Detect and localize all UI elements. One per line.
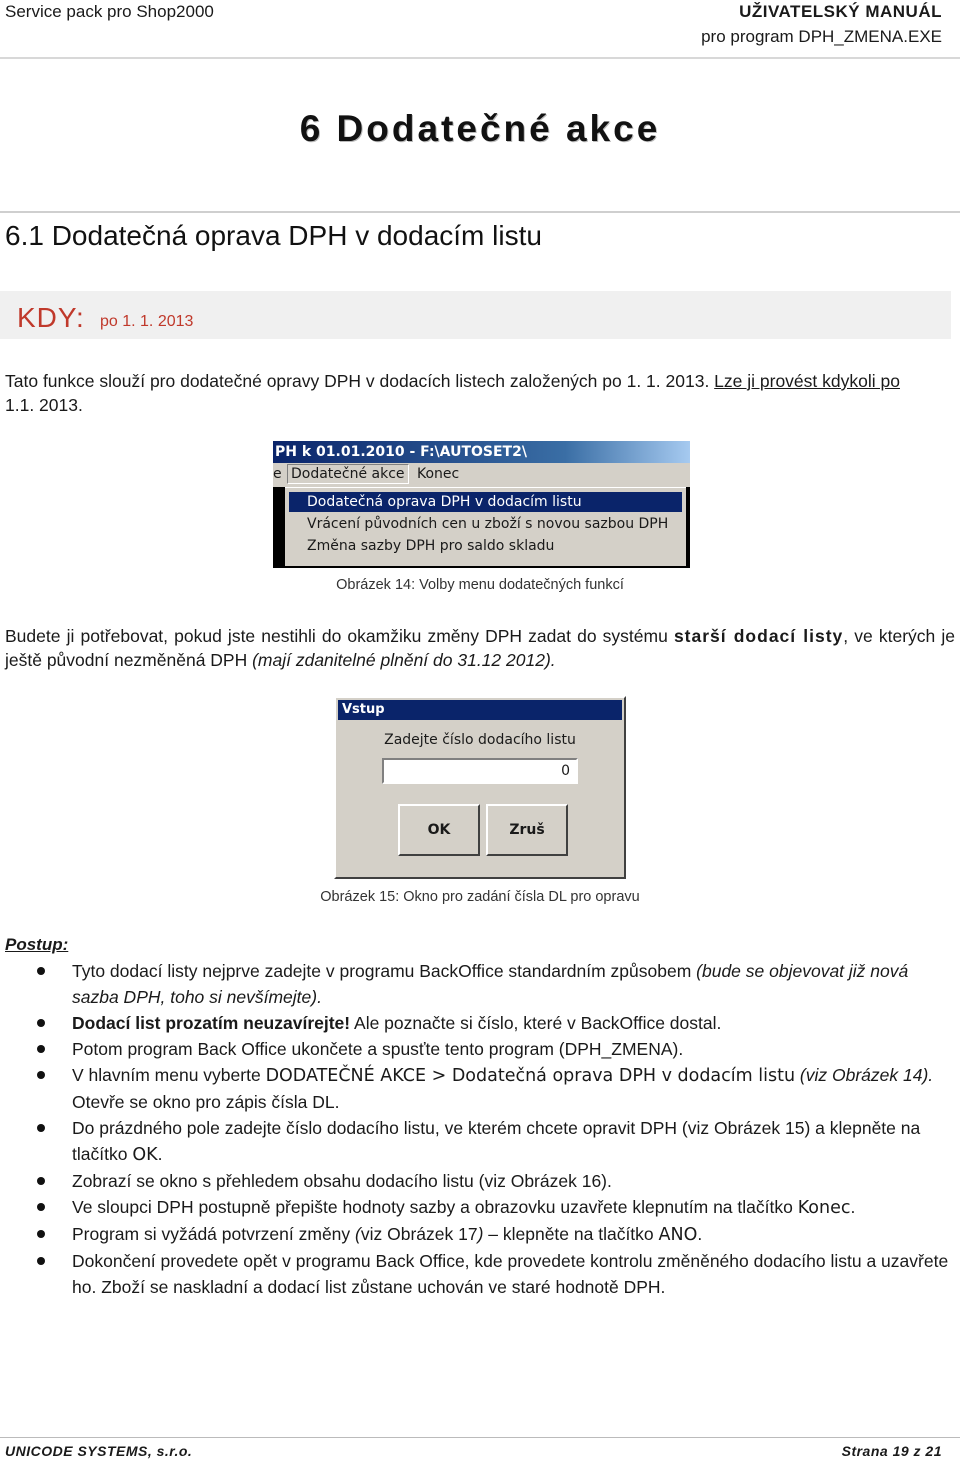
header-left: Service pack pro Shop2000 <box>5 2 214 21</box>
step6-text: Zobrazí se okno s přehledem obsahu dodacího listu (viz Obrázek 16). <box>72 1171 612 1191</box>
step8-ref: viz Obrázek 17 <box>360 1224 478 1244</box>
menu-item-oprava-dph[interactable]: Dodatečná oprava DPH v dodacím listu <box>289 492 682 512</box>
menu-item-vraceni-cen[interactable]: Vrácení původních cen u zboží s novou sazbou DPH <box>307 516 669 532</box>
ok-button[interactable]: OK <box>398 804 480 856</box>
step7-konec: Konec <box>797 1198 851 1218</box>
step5-text: Do prázdného pole zadejte číslo dodacího listu, ve kterém chcete opravit DPH (viz Obrázek 15) a klepněte na tlačítko <box>72 1118 921 1164</box>
step7-text: Ve sloupci DPH postupně přepište hodnoty sazby a obrazovku uzavřete klepnutím na tlačítko <box>72 1197 798 1217</box>
step8-ano: ANO <box>658 1225 698 1245</box>
bullet-icon <box>37 1045 45 1053</box>
step1-text: Tyto dodací listy nejprve zadejte v programu BackOffice standardním způsobem <box>72 961 697 981</box>
figure-caption-14: Obrázek 14: Volby menu dodatečných funkcí <box>336 577 624 593</box>
intro-text: Tato funkce slouží pro dodatečné opravy DPH v dodacích listech založených po 1. 1. 2013. <box>5 371 715 391</box>
step2-bold: Dodací list prozatím neuzavírejte! <box>72 1013 351 1033</box>
kdy-date: po 1. 1. 2013 <box>100 313 194 330</box>
section-title: 6.1 Dodatečná oprava DPH v dodacím listu <box>5 220 542 251</box>
step8-text-b: – klepněte na tlačítko <box>483 1224 659 1244</box>
menu-bar <box>273 463 690 487</box>
bullet-icon <box>37 1071 45 1079</box>
steps-list <box>0 958 960 1300</box>
step7-end: . <box>850 1197 856 1217</box>
footer-divider <box>0 1437 960 1438</box>
dialog-label: Zadejte číslo dodacího listu <box>384 732 576 748</box>
step4-text: V hlavním menu vyberte <box>72 1065 266 1085</box>
list-item <box>0 1010 960 1036</box>
bullet-icon <box>37 1019 45 1027</box>
para2-text-b: , ve kterých je ještě původní nezměněná DPH <box>5 626 955 670</box>
header-manual-title: UŽIVATELSKÝ MANUÁL <box>739 2 942 21</box>
list-item <box>0 958 960 1010</box>
menu-screenshot <box>273 441 690 568</box>
step4-tail: Otevře se okno pro zápis čísla DL. <box>72 1092 340 1112</box>
step8-text: Program si vyžádá potvrzení změny <box>72 1224 356 1244</box>
header-program: pro program DPH_ZMENA.EXE <box>701 27 942 46</box>
postup-label: Postup: <box>5 935 69 954</box>
bullet-icon <box>37 967 45 975</box>
cancel-button[interactable]: Zruš <box>486 804 568 856</box>
header-divider <box>0 57 960 59</box>
menu-window-title: PH k 01.01.2010 - F:\AUTOSET2\ <box>273 441 690 463</box>
step8-end: . <box>697 1224 703 1244</box>
bullet-icon <box>37 1257 45 1265</box>
step5-ok: OK <box>132 1145 158 1165</box>
menu-item-zmena-sazby[interactable]: Změna sazby DPH pro saldo skladu <box>307 538 555 554</box>
bullet-icon <box>37 1124 45 1132</box>
chapter-title: 6 Dodatečné akce <box>299 108 661 149</box>
list-item <box>0 1248 960 1300</box>
list-item <box>0 1194 960 1221</box>
step9-text: Dokončení provedete opět v programu Back Office, kde provedete kontrolu změněného dodacího listu a uzavřete ho. Zboží se naskladní a dodací list zůstane uchován ve staré hodnotě DPH. <box>72 1251 949 1297</box>
para2-text-a: Budete ji potřebovat, pokud jste nestihli do okamžiku změny DPH zadat do systému <box>5 626 674 646</box>
menu-bar-item-partial[interactable]: e <box>273 466 282 482</box>
menu-dropdown <box>285 487 686 566</box>
bullet-icon <box>37 1203 45 1211</box>
step1-italic: (bude se objevovat již nová sazba DPH, toho si nevšímejte). <box>72 961 909 1007</box>
footer-page-number: Strana 19 z 21 <box>841 1443 942 1459</box>
bullet-icon <box>37 1177 45 1185</box>
list-item <box>0 1036 960 1062</box>
step8-paren-open: ( <box>355 1224 361 1244</box>
kdy-label: KDY: <box>17 302 85 333</box>
dl-number-input[interactable]: 0 <box>382 758 578 784</box>
intro-tail: 1.1. 2013. <box>5 395 83 415</box>
paragraph-usage <box>5 624 955 672</box>
intro-paragraph <box>5 369 955 417</box>
figure-caption-15: Obrázek 15: Okno pro zadání čísla DL pro opravu <box>320 889 640 905</box>
step2-text: Ale poznačte si číslo, které v BackOffice dostal. <box>350 1013 722 1033</box>
input-dialog <box>334 696 626 879</box>
step5-end: . <box>157 1144 163 1164</box>
list-item <box>0 1168 960 1194</box>
list-item <box>0 1115 960 1168</box>
intro-underlined: Lze ji provést kdykoli po <box>714 371 900 391</box>
bullet-icon <box>37 1230 45 1238</box>
step8-paren-close: ) <box>477 1224 484 1244</box>
step4-menu-path: DODATEČNÉ AKCE > Dodatečná oprava DPH v dodacím listu <box>265 1066 796 1086</box>
step4-italic: (viz Obrázek 14). <box>795 1065 934 1085</box>
footer-company: UNICODE SYSTEMS, s.r.o. <box>5 1443 193 1459</box>
list-item <box>0 1221 960 1248</box>
menu-dodatecne-akce[interactable]: Dodatečné akce <box>287 464 409 484</box>
chapter-divider <box>0 211 960 213</box>
para2-italic: (mají zdanitelné plnění do 31.12 2012). <box>252 650 556 670</box>
para2-bold: starší dodací listy <box>673 626 844 646</box>
dialog-title: Vstup <box>338 700 622 720</box>
menu-konec[interactable]: Konec <box>417 466 460 482</box>
step3-text: Potom program Back Office ukončete a spusťte tento program (DPH_ZMENA). <box>72 1039 684 1059</box>
list-item <box>0 1062 960 1115</box>
